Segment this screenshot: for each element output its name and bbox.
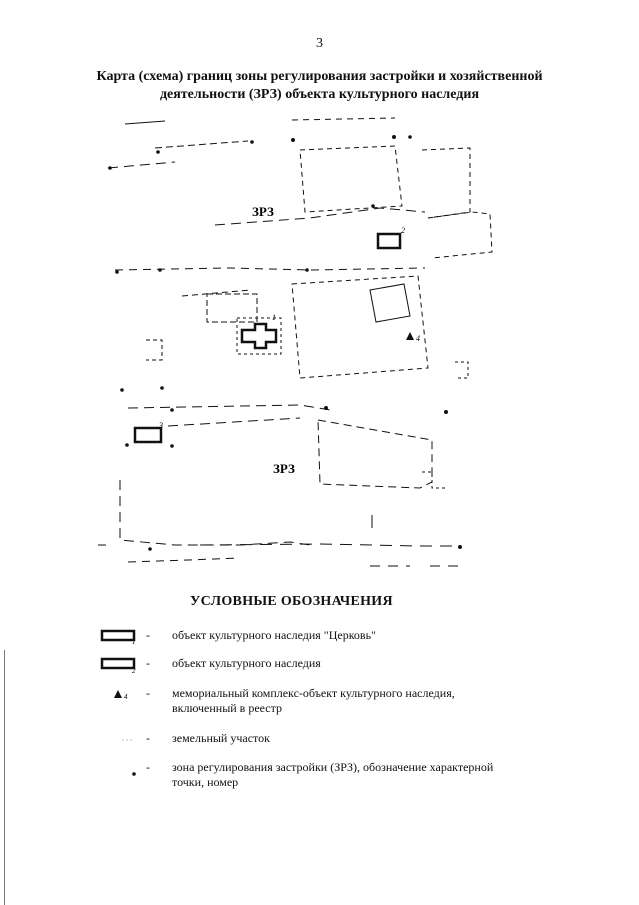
scan-edge-line [4, 650, 5, 905]
legend-dash: - [146, 731, 150, 745]
legend-item-zrz [100, 760, 520, 794]
zrz-boundary [168, 418, 300, 426]
characteristic-point [170, 408, 174, 412]
zrz-boundary [120, 480, 310, 545]
parcel-boundary [300, 146, 402, 212]
characteristic-point [160, 386, 164, 390]
svg-text:2: 2 [132, 667, 136, 674]
characteristic-point [156, 150, 160, 154]
legend-text: объект культурного наследия [172, 656, 321, 670]
characteristic-point [108, 166, 112, 170]
characteristic-point [458, 545, 462, 549]
memorial-parcel [292, 276, 428, 378]
characteristic-point [444, 410, 448, 414]
legend-item-heritage [100, 656, 520, 676]
zrz-label-bottom: ЗРЗ [273, 461, 295, 476]
legend-text: земельный участок [172, 731, 270, 745]
svg-text:1: 1 [132, 638, 136, 646]
marker-4: 4 [416, 334, 420, 343]
page-number: 3 [316, 36, 323, 51]
memorial-building [370, 284, 410, 322]
heritage-object-symbol [100, 656, 140, 674]
parcel-boundary [155, 141, 248, 148]
zrz-point-symbol [100, 760, 140, 778]
characteristic-point [408, 135, 412, 139]
characteristic-point [324, 406, 328, 410]
characteristic-point [291, 138, 295, 142]
legend-text: объект культурного наследия "Церковь" [172, 628, 376, 642]
map-title-line-1: Карта (схема) границ зоны регулирования застройки и хозяйственной [96, 69, 543, 84]
legend-text: мемориальный комплекс-объект культурного наследия, включенный в реестр [172, 686, 455, 715]
legend-heading: УСЛОВНЫЕ ОБОЗНАЧЕНИЯ [190, 594, 393, 609]
zrz-boundary [128, 405, 330, 410]
legend-dash: - [146, 628, 150, 642]
legend-item-land-plot [100, 731, 520, 751]
characteristic-point [115, 270, 119, 274]
characteristic-point [250, 140, 254, 144]
heritage-church-symbol [100, 628, 140, 646]
map-title-line-2: деятельности (ЗРЗ) объекта культурного наследия [159, 87, 480, 102]
characteristic-point [170, 444, 174, 448]
parcel-boundary [98, 545, 240, 562]
svg-text:4: 4 [124, 693, 128, 701]
characteristic-point [305, 268, 309, 272]
zrz-label-top: ЗРЗ [252, 204, 274, 219]
memorial-triangle-icon [100, 686, 140, 704]
memorial-triangle-icon [406, 332, 414, 340]
characteristic-point [392, 135, 396, 139]
parcel-boundary [428, 212, 492, 258]
legend-dash: - [146, 760, 150, 774]
legend-item-church [100, 628, 520, 648]
parcel-boundary [182, 290, 250, 296]
parcel-boundary [125, 121, 165, 124]
legend-dash: - [146, 656, 150, 670]
parcel-boundary [422, 472, 446, 488]
characteristic-point [120, 388, 124, 392]
parcel-boundary [422, 148, 470, 218]
parcel-boundary [318, 420, 432, 488]
characteristic-point [158, 268, 162, 272]
heritage-object-2 [378, 234, 400, 248]
characteristic-point [125, 443, 129, 447]
legend-item-memorial [100, 686, 520, 720]
heritage-object-church [242, 324, 276, 348]
parcel-boundary [455, 362, 468, 378]
heritage-object-3 [135, 428, 161, 442]
marker-1: 1 [272, 313, 276, 322]
characteristic-point [148, 547, 152, 551]
legend-text: зона регулирования застройки (ЗРЗ), обозначение характерной точки, номер [172, 760, 494, 789]
marker-3: 3 [159, 421, 163, 430]
marker-2: 2 [401, 226, 405, 235]
parcel-boundary [146, 340, 162, 360]
parcel-boundary [292, 118, 395, 120]
legend-dash: - [146, 686, 150, 700]
land-plot-symbol [100, 731, 140, 749]
characteristic-point [371, 204, 375, 208]
